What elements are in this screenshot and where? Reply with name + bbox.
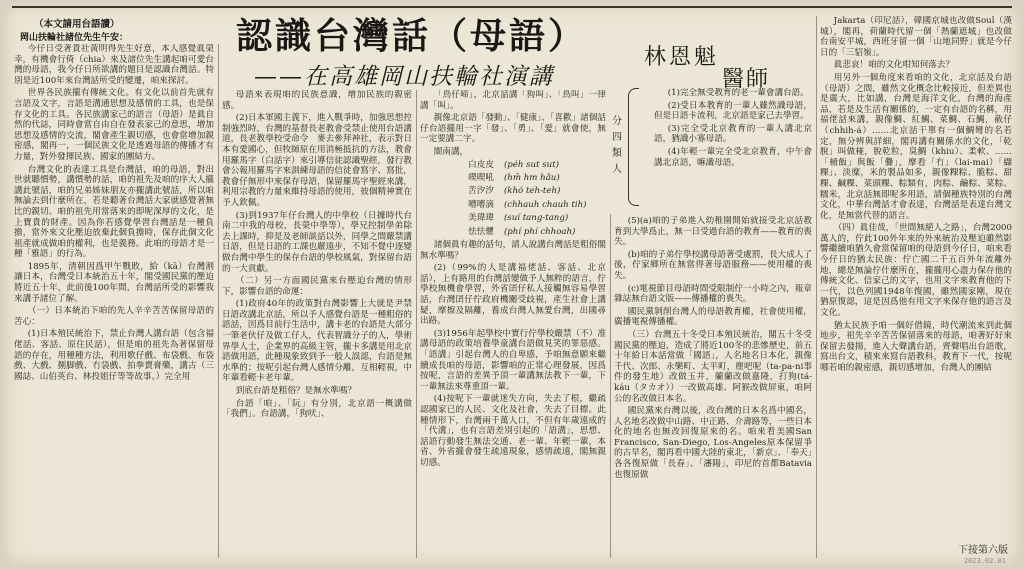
paragraph: （三）台灣五十冬受日本殖民統治，閣五十冬受國民黨的壓迫，造成了將近100冬的悲慘歷史，前五十年給日本話當做「國語」，人名地名日本化，親像千代、次郎、永樂町、太平町，塵吧呢（ta-pa-ni事件的發生地）改做玉井，蘭蘭改做嘉隆，打狗(tá-káu（タカオ））一改做高雄、阿猴改做屏東，咱阿公的名改做日本名。 <box>614 329 812 404</box>
paragraph: (5)(a)咱的子弟進入幼稚園開始就接受北京話教育到大學爲止，無一日受過台語的教育——教育的喪失。 <box>614 216 812 248</box>
paragraph: 猶太民族予咱一個好借鏡，時代潮流來到此個地步，祖先辛辛苦苦保留落來的母語，咱著好好來保留去發揚，進入大聲講台語，齊聲唱出台語歌，寫出台文，積來來寫台語教科，教育下一代，按呢哪若咱的親密感，親切感增加，台灣人的團結 <box>820 320 1012 373</box>
column-1 <box>14 44 214 558</box>
pronunciation-row <box>420 160 606 171</box>
paragraph: （一）日本統治下咱的先人辛辛苦苦保留母語的苦心： <box>14 306 214 327</box>
phrase: 怯怯懼 <box>468 226 494 237</box>
romanization: (pe̍h sut sut) <box>503 159 560 170</box>
paragraph: (2)日本軍國主義下，進入戰爭時，加強思想控制強烈時，台灣的基督長老教會受禁止使用台語講道，長老教學校受命令 麥去參拜神社，表示對日本有愛國心，但牧師原在用消極抵抗的方法，教會用羅馬字（白話字）來引導信徒認識聖經，發行教會公報用羅馬字來訓練母語的信徒會寫字、寫批，教會仔無形中來保存母語，保留羅馬字聖經來講，利用宗教的力量來維持母語的使用，彼個精神實在予人欽佩。 <box>222 113 412 208</box>
romanization: (khó teh-teh) <box>503 186 561 197</box>
paragraph: (3)到1937年仔台灣人的中學校（日據時代台南二中我的母校，長榮中學等），學兄控制學弟除去上課時，抑是及老師談話以外，同學之間嚴禁講日語，但是日語的工課也嚴遠步，不知不覺中逐變做台灣中學生的保存台語的學校風氣，對保留台語的一大貢獻。 <box>222 210 412 274</box>
phrase: 嘈嘈滴 <box>468 199 494 210</box>
paragraph: 諸個眞有趣的話句，請人說講台灣話是粗俗閣無水準嗎？ <box>420 240 606 261</box>
column-divider <box>416 90 417 558</box>
class-item: (2)受日本教育的一輩人雖然識母語，但是日語卡流利，北京語是家己去學習。 <box>654 100 812 122</box>
phrase: 苦汐汐 <box>468 186 494 197</box>
column-5 <box>820 16 1012 538</box>
paragraph: （四）眞佳哉，「世間無絕人之路」，台灣2000萬人的，佇此100外年來的外來統治及壓迫雖然影響繼續咱猶久會當保留咱的母語到今仔日，咱來看今仔日的猶太民族：佇亡國二千五百外年流離外地，總是無論佇什麼所在，攏攏用心盡力保存他的傳統文化、信家己的文字，也用文字來教育他的下一代，以色列國1948年復國，雖然國家剛，現在猶原復認，這是因爲他有用文字來保存他的語言及文化。 <box>820 223 1012 319</box>
paragraph: (2)（99%的人是講福佬話、客話、北京話），上有路用的台灣話變做予人無粹的語言，佇學校無機會學習，外省囝仔私人接觸無容易學習話，台灣囝仔佇政府機關受歧視，產生社會上講疑，摩擦及隔離，養成台灣人無愛台灣，出國尋出路。 <box>420 263 606 327</box>
paragraph: (4)按呢下一輩就迷失方向，失去了根，繼疏認國家已的人民、文化及社會，失去了目標。此種情形下，台灣兩千萬人口，不但有年歲遠成的「代溝」，也有言語差別引起的「語溝」，思想、話語行動發生無法交通、老一輩、年輕一輩，本省、外省攏會發生疏遠現象，感情疏遠，閣無親切感。 <box>420 394 606 468</box>
class-item: (4)年輕一輩完全受北京教育，中午會講北京語，嘛識母語。 <box>654 146 812 168</box>
paragraph: 國民黨剝削台灣人的母語教育權，社會使用權，廣播電視傳播權。 <box>614 306 812 328</box>
pronunciation-row <box>420 227 606 238</box>
paragraph: (b)咱的子弟佇學校講母語著受處罰，長大成人了後，佇家鄉所在無當得著母語服務——使用權的喪失。 <box>614 249 812 281</box>
column-2 <box>222 90 412 558</box>
archive-stamp: 2023.02.01 <box>963 557 1006 565</box>
paragraph: 台灣文化的表達工具是台灣話，咱的母語，對出世就聽慣勢，講慣勢的話，咱的祖先及咱的序大人攏講此號話，咱的兄弟姊妹朋友亦攏講此號話，所以咱無論去到什麼所在，若是聽著台灣話大家就感覺著無比的親切。咱的祖先用當落來的即呢深厚的文化，是上寶貴的財產。因為你若感覺學習台灣話是一種負擔，當外來文化壓迫放棄此個負擔時，保存此個文化祖產就成做咱的權利，也是義務。此咱的母語才是一種「雅語」的行為。 <box>14 164 214 260</box>
column-divider <box>218 44 219 558</box>
paragraph: (3)1956年起學校中實行佇學校嚴禁（不）准講母語的政策培養學童講台語做見笑的罪惡感。「語講」引起台灣人的自卑感，予咱無意願來繼續成長咱的母語，影響咱的正常心理發展，因爲按呢，言語的差異予頂一輩講無法教下一輩，下一輩無法來尊重頂一輩。 <box>420 328 606 392</box>
page-subtitle: ——在高雄岡山扶輪社演講 <box>254 64 554 90</box>
greeting-line: 岡山扶輪社諸位先生午安： <box>20 33 129 43</box>
paragraph: 世界各民族攏有傳統文化。有文化以前首先就有言語及文字，言語是溝通思想及感情的工具，也是保存文化的工具。各民族講家己的語言（母語）是眞自然的代誌，同時會當自由自在發表家己的意思，增加思想及感情的交流，閣會產生親切感，也會當增加親密感，閣再一，一個民族文化是透過母語的傳播才有力量，對外發揮民族、國家的團結力。 <box>14 88 214 162</box>
paragraph: （二）另一方面國民黨來台壓迫台灣的情形下，影響台語的命運： <box>222 276 412 297</box>
page-title: 認識台灣話（母語） <box>236 16 588 57</box>
paragraph: 閩南講， <box>433 146 469 157</box>
paragraph: (1)日本殖民統治下，禁止台灣人講台語（包含福佬話、客話、原住民話），但是咱的祖先為著保留母語的存在，用種種方法，利用歌仔戲、布袋戲、布袋戲、大戲、捌脚戲、冇袋戲、拍拳賣膏藥，講古（三國誌、山伯英台、林投姐仔等等故事。）完全用 <box>14 329 214 382</box>
class-item: (3)完全受北京教育的一輩人講北京語，猶識小寡母語。 <box>654 123 812 145</box>
romanization: (chhauh chauh tih) <box>503 199 587 210</box>
newspaper-clipping <box>4 4 1020 565</box>
phrase: 美瑋瑋 <box>468 213 494 224</box>
paragraph: 到底台語是粗俗？是無水準嗎？ <box>235 386 357 397</box>
romanization: (suí tang-tang) <box>503 213 569 224</box>
paragraph: 今仔日受著貴社黃明得先生好意，本人感覺眞榮幸，有機會行倚（chia）來及諸位先生講起咱可愛台灣的母語，我今仔日所欲講的題目是認識台灣話。特別是近100年來台灣話所受的變遷，咱來探討。 <box>14 44 214 86</box>
paragraph: (c)電視節目母語時間受限制佇一小時之內，報章雜誌無台語文版——傳播權的喪失。 <box>614 283 812 305</box>
romanization: (hm̄ hm hâu) <box>503 172 560 183</box>
class-item: (1)完全無受教育的老一輩會講台語。 <box>667 88 809 98</box>
four-classes-label: 分四類人 <box>612 116 622 175</box>
paragraph: Jakarta（印尼話），韓國京城也改做Soul（漢城），閣再，荷蘭時代留一個「熱蘭遮城」也改做台南安平城，西班牙留一個「山地同野」就是今仔日的「三貂嶺」。 <box>820 16 1012 58</box>
four-classes-list <box>642 88 812 212</box>
phrase: 喫喫吼 <box>468 172 494 183</box>
column-divider <box>610 214 611 558</box>
continuation-note: 下接第六版 <box>958 545 1008 556</box>
column-3 <box>420 90 606 558</box>
pronunciation-row <box>420 186 606 197</box>
author-name: 林恩魁 <box>644 45 720 70</box>
paragraph: 親像北京語「發動」、「健康」、「喜歡」諸個話仔台語攏用一字「發」、「勇」、「愛」就會使，無一定要講二字。 <box>420 113 606 145</box>
paragraph: 母語來表現咱的民族意識，增加民族的親密感。 <box>222 90 412 111</box>
romanization: (phí phí chhoah) <box>503 226 576 237</box>
brace-icon <box>628 88 639 206</box>
paragraph: (1)政府40年的政策對台灣影響上大就是尹禁日語改講北京話，所以予人感覺台語是一種粗俗的語話，因爲目前行生活中，講卡老的台語是大部分一筆老伙仔及做工仔人，代表智識分子的人，學術界學人士，企業界的高級主管，攏卡多講是用北京語做用語，此種現象致到予一般人誤認，台語是無水準的；按呢引起台灣人感情分離，互相輕視，中年輩看輕卡老年輩。 <box>222 299 412 384</box>
paragraph: 「鳥仔啼」，北京話講「狗叫」、「鳥叫」一律講「叫」。 <box>420 90 606 111</box>
column-divider <box>816 16 817 558</box>
paragraph: 眞悲哀！咱的文化咁知何落去？ <box>833 60 955 71</box>
reading-notice: （本文請用台語讀） <box>34 19 120 30</box>
phrase: 白皮皮 <box>468 159 494 170</box>
column-4 <box>614 216 812 558</box>
paragraph: 1895年，清朝因爲甲午戰敗，給（kā）台灣割讓日本，台灣受日本統治五十年，閣受國民黨的壓迫將近五十年，此前後100年間，台灣話所受的影響我來講予諸位了解。 <box>14 261 214 304</box>
top-rule <box>12 6 1012 8</box>
author-title: 醫師 <box>722 67 771 92</box>
paragraph: 台語「咱」、「阮」有分別，北京語一概講做「我們」。台語講，「狗吠」、 <box>222 398 412 420</box>
pronunciation-row <box>420 213 606 224</box>
pronunciation-list <box>420 160 606 238</box>
pronunciation-row <box>420 173 606 184</box>
paragraph: 國民黨來台灣以後，改台灣的日本名爲中國名，人名地名改做中山路、中正路、介壽路等，一些日本化的地名也無改回復原來的名。咱來看美國San Francisco, San-Diego, Los-Angeles原本保留爭的古早名，閣再看中國大陸的東北，「新京」、「奉天」各各復原做「長春」、「瀋陽」，印尼的首都Batavia也復原做 <box>614 406 812 480</box>
paragraph: 用另外一個角度來看咱的文化，北京話及台語（母語）之間，雖然文化概念比較接近，但差異也是廣大，比如講，台灣是海洋文化，台灣的海產品，若是及生活有關係的，一定有台語的名稱，用福佬話來講，親像鯛、紅鯛、菜鯛、石鯛，截仔（chhih-á）……北京話干單有一個鯛彎的名若定，無分辨與詳細，閣再講有關係水的文化，「乾脫」叫做椪，脫乾粒，臭鯛（khiu）、柔軟、……「桶飯」與飯「爨」，摩看「冇」（lai-mai）「纈粿」、淡糜，米的製品如多，親像粿粽、脆粽、甜粿、鹹粿、菜頭粿、粽類有，肉粽、鹼粽、菜粽、糯米，北京話無即呢多用語，請個種族特別的台灣文化，中華台灣話才會表達，台灣話是表達台灣文化，是無當代替的語言。 <box>820 72 1012 221</box>
pronunciation-row <box>420 200 606 211</box>
